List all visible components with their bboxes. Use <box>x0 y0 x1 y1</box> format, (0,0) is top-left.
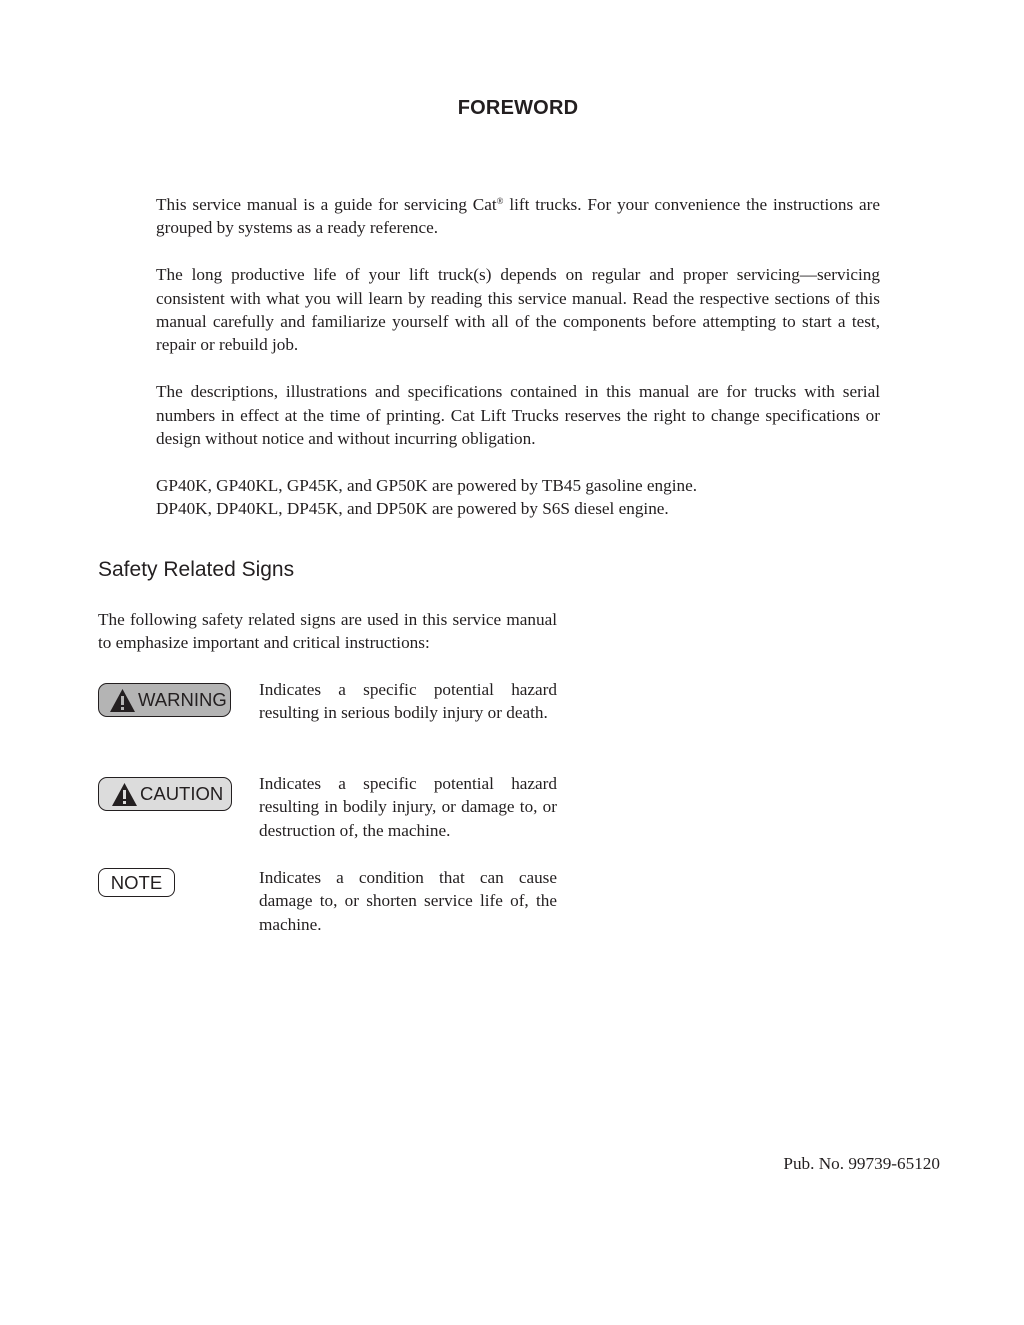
note-badge-label: NOTE <box>110 871 163 893</box>
warning-badge-label: WARNING <box>138 689 227 710</box>
warning-description: Indicates a specific potential hazard resulting in serious bodily injury or death. <box>259 680 557 723</box>
publication-number: Pub. No. 99739-65120 <box>783 1154 940 1173</box>
foreword-paragraph-3: The descriptions, illustrations and specifications contained in this manual are for trucks with serial numbers in effect at the time of printing. Cat Lift Trucks reserves the right to change specifications or design without notice and without incurring obligation. <box>156 382 880 449</box>
foreword-paragraph-2: The long productive life of your lift truck(s) depends on regular and proper servicing—servicing consistent with what you will learn by reading this service manual. Read the respective sections of this manual carefully and familiarize yourself with all of the components before attempting to start a test, repair or rebuild job. <box>156 265 880 355</box>
caution-description: Indicates a specific potential hazard resulting in bodily injury, or damage to, or destruction of, the machine. <box>259 774 557 840</box>
foreword-paragraph-1 <box>156 193 880 240</box>
page-title: FOREWORD <box>457 97 579 119</box>
section-heading: Safety Related Signs <box>98 558 295 581</box>
caution-badge <box>98 777 232 811</box>
foreword-paragraph-1-text-rest: lift trucks. For your convenience the instructions are grouped by systems as a ready reference. <box>156 195 880 238</box>
foreword-paragraph-1-text: This service manual is a guide for servicing Cat <box>156 195 497 214</box>
section-intro: The following safety related signs are used in this service manual to emphasize important and critical instructions: <box>98 610 557 653</box>
warning-triangle-icon <box>111 782 138 807</box>
foreword-body <box>156 193 880 521</box>
note-description: Indicates a condition that can cause damage to, or shorten service life of, the machine. <box>259 868 557 934</box>
registered-mark: ® <box>496 196 504 206</box>
warning-badge <box>98 683 231 717</box>
models-diesel: DP40K, DP40KL, DP45K, and DP50K are powered by S6S diesel engine. <box>156 499 669 519</box>
warning-triangle-icon <box>109 688 136 713</box>
caution-badge-label: CAUTION <box>140 783 224 804</box>
models-gasoline: GP40K, GP40KL, GP45K, and GP50K are powered by TB45 gasoline engine. <box>156 475 698 495</box>
note-badge <box>98 868 175 897</box>
